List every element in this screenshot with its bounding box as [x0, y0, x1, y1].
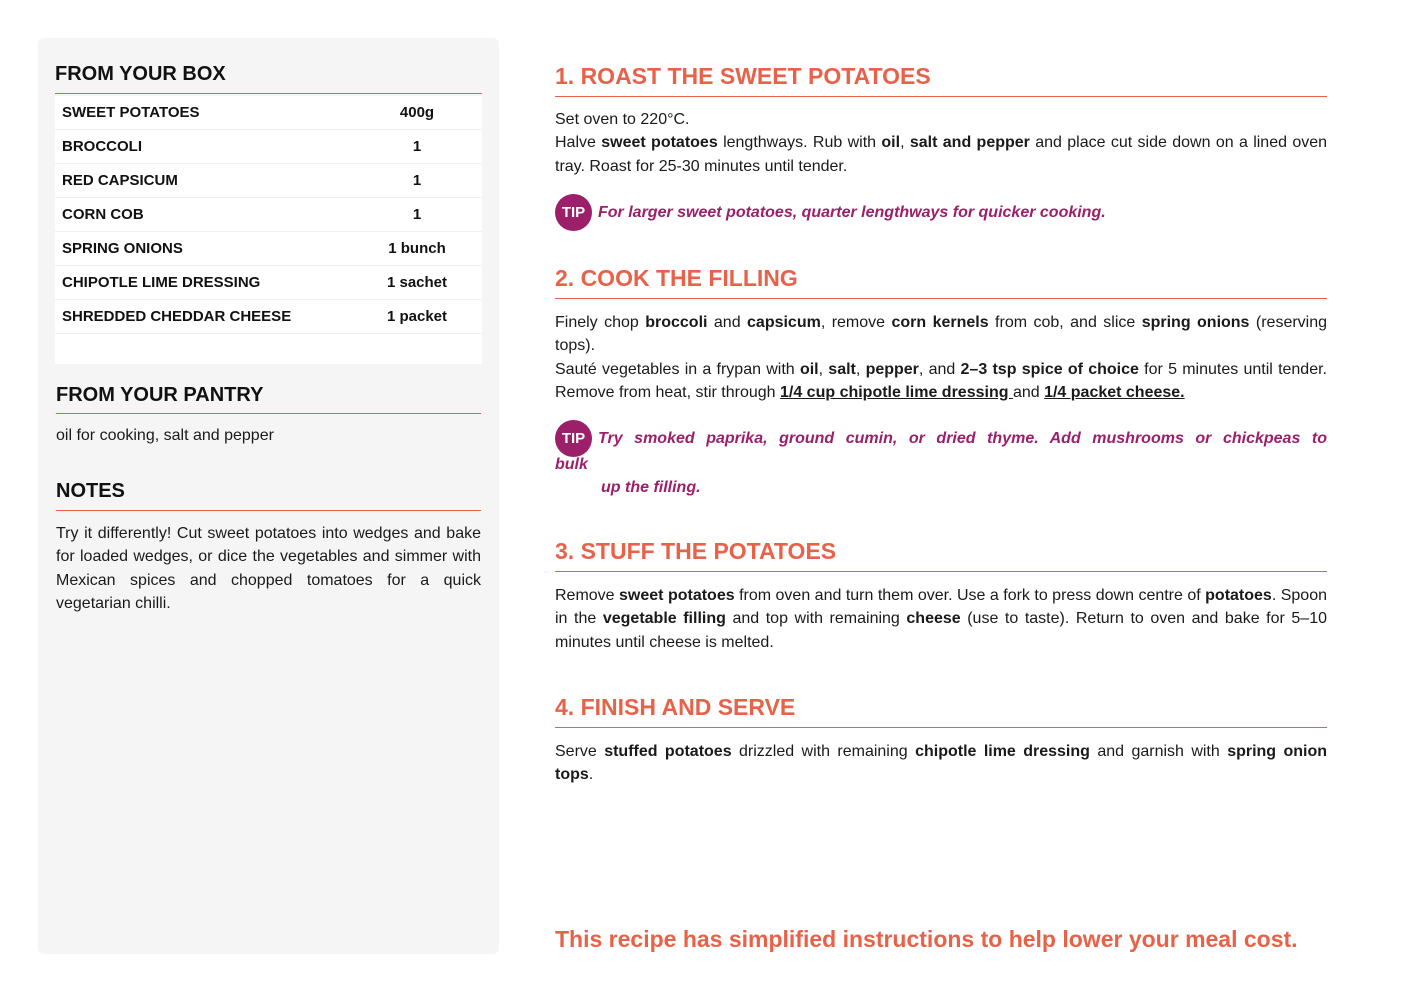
pantry-text: oil for cooking, salt and pepper	[56, 427, 274, 444]
pantry-heading: FROM YOUR PANTRY	[56, 384, 264, 406]
ingredient-name: SHREDDED CHEDDAR CHEESE	[62, 308, 292, 325]
notes-heading: NOTES	[56, 480, 125, 502]
step2-rule	[555, 298, 1327, 299]
step2-tip	[555, 420, 1327, 499]
ingredient-name: SPRING ONIONS	[62, 240, 183, 257]
box-ingredients-table	[55, 96, 482, 364]
step1-rule	[555, 96, 1327, 97]
step3-body	[555, 584, 1327, 654]
step1-line1: Set oven to 220°C.	[555, 111, 690, 128]
ingredient-qty: 1	[412, 172, 422, 189]
pantry-heading-rule	[56, 413, 481, 414]
step2-body	[555, 311, 1327, 404]
ingredient-name: CORN COB	[62, 206, 144, 223]
step2-tip-line3: up the filling.	[601, 479, 701, 496]
step3-para: Remove sweet potatoes from oven and turn them over. Use a fork to press down centre of potatoes. Spoon in the vegetable filling and top with remaining cheese (use to taste). Return to oven and bake for 5–10 minutes until cheese is melted.	[555, 587, 1327, 651]
step2-para1: Finely chop broccoli and capsicum, remove corn kernels from cob, and slice spring onions (reserving tops).	[555, 314, 1328, 355]
ingredient-name: SWEET POTATOES	[62, 104, 200, 121]
step2-title: 2. COOK THE FILLING	[555, 265, 798, 291]
ingredient-qty: 1 bunch	[388, 240, 446, 257]
step2-tip-line1: Try smoked paprika, ground cumin, or dried thyme. Add mushrooms or chickpeas to	[598, 429, 1327, 447]
table-row	[55, 130, 482, 164]
table-row	[55, 164, 482, 198]
step1-line2: Halve sweet potatoes lengthways. Rub with oil, salt and pepper and place cut side down on a lined oven tray. Roast for 25-30 minutes until tender.	[555, 134, 1328, 175]
step1-tip-text: For larger sweet potatoes, quarter lengthways for quicker cooking.	[598, 203, 1106, 221]
ingredient-name: RED CAPSICUM	[62, 172, 178, 189]
ingredient-qty: 1 sachet	[386, 274, 448, 291]
notes-text: Try it differently! Cut sweet potatoes into wedges and bake for loaded wedges, or dice the vegetables and simmer with Mexican spices and chopped tomatoes for a quick vegetarian chilli.	[56, 525, 481, 612]
table-row	[55, 300, 482, 334]
step4-para: Serve stuffed potatoes drizzled with remaining chipotle lime dressing and garnish with spring onion tops.	[555, 743, 1328, 784]
step3-rule	[555, 571, 1327, 572]
step4-rule	[555, 727, 1327, 728]
table-row	[55, 266, 482, 300]
step2-para2: Sauté vegetables in a frypan with oil, salt, pepper, and 2–3 tsp spice of choice for 5 minutes until tender. Remove from heat, stir through 1/4 cup chipotle lime dressing and 1/4 packet cheese.	[555, 360, 1327, 401]
table-row	[55, 96, 482, 130]
table-row	[55, 198, 482, 232]
step1-body	[555, 108, 1327, 178]
ingredient-qty: 1	[412, 206, 422, 223]
step4-body	[555, 740, 1327, 787]
table-row	[55, 232, 482, 266]
ingredient-qty: 1 packet	[386, 308, 448, 325]
ingredient-name: CHIPOTLE LIME DRESSING	[62, 274, 261, 291]
ingredient-qty: 1	[412, 138, 422, 155]
footer-note: This recipe has simplified instructions to help lower your meal cost.	[555, 926, 1298, 952]
box-heading-rule	[55, 93, 482, 94]
step1-tip	[555, 194, 1106, 231]
box-heading: FROM YOUR BOX	[55, 63, 226, 85]
step1-title: 1. ROAST THE SWEET POTATOES	[555, 63, 931, 89]
ingredient-qty: 400g	[399, 104, 435, 121]
tip-badge: TIP	[555, 194, 592, 231]
step4-title: 4. FINISH AND SERVE	[555, 694, 796, 720]
step2-tip-line2: bulk	[555, 456, 588, 473]
tip-badge: TIP	[555, 420, 592, 457]
step3-title: 3. STUFF THE POTATOES	[555, 538, 837, 564]
notes-heading-rule	[56, 510, 481, 511]
ingredient-name: BROCCOLI	[62, 138, 142, 155]
